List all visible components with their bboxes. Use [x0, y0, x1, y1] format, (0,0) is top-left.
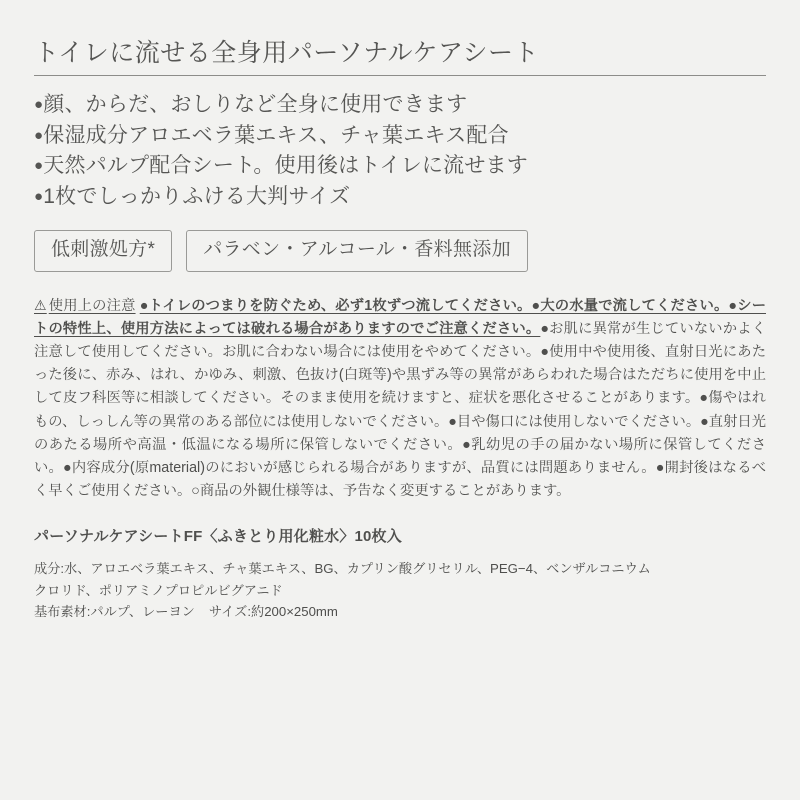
list-item — [34, 182, 766, 212]
feature-text: 顔、からだ、おしりなど全身に使用できます — [43, 93, 468, 117]
list-item — [34, 90, 766, 120]
ingredients-line-2: クロリド、ポリアミノプロピルビグアニド — [34, 582, 283, 598]
list-item — [34, 121, 766, 151]
product-name: パーソナルケアシートFF〈ふきとり用化粧水〉10枚入 — [34, 528, 402, 546]
material-size-line — [34, 601, 766, 622]
status-badge-free-from: パラベン・アルコール・香料無添加 — [186, 230, 528, 272]
spec-list — [34, 558, 766, 622]
caution-body: ●お肌に異常が生じていないかよく注意して使用してください。お肌に合わない場合には使用をやめてください。●使用中や使用後、直射日光にあたった後に、赤み、はれ、かゆみ、刺激、色抜け(白斑等)や黒ずみ等の異常があらわれた場合はただちに使用を中止して皮フ科医等に相談してください。そのまま使用を続けますと、症状を悪化させることがあります。●傷やはれもの、しっしん等の異常のある部位には使用しないでください。●目や傷口には使用しないでください。●直射日光のあたる場所や高温・低温になる場所に保管しないでください。●乳幼児の手の届かない場所に保管してください。●内容成分(原material)のにおいが感じられる場合がありますが、品質には問題ありません。●開封後はなるべく早くご使用ください。○商品の外観仕様等は、予告なく変更することがあります。 — [34, 320, 767, 500]
warning-triangle-icon: ⚠ — [34, 296, 47, 313]
bullet-dot-icon: ● — [34, 96, 44, 114]
caution-heading — [34, 298, 136, 314]
bullet-dot-icon: ● — [34, 157, 44, 175]
bullet-dot-icon: ● — [34, 187, 44, 205]
size-text: サイズ:約200×250mm — [208, 603, 338, 619]
feature-text: 天然パルプ配合シート。使用後はトイレに流せます — [43, 154, 528, 178]
caution-section — [34, 294, 766, 503]
badge-row — [34, 230, 766, 272]
list-item — [34, 151, 766, 181]
page-title: トイレに流せる全身用パーソナルケアシート — [34, 38, 766, 76]
status-badge-low-irritation: 低刺激処方* — [34, 230, 172, 272]
feature-list — [34, 90, 766, 212]
ingredients-line-1: 成分:水、アロエベラ葉エキス、チャ葉エキス、BG、カプリン酸グリセリル、PEG−4、ベンザルコニウム — [34, 561, 651, 577]
material-text: 基布素材:パルプ、レーヨン — [34, 603, 195, 619]
caution-emphasized: ●トイレのつまりを防ぐため、必ず1枚ずつ流してください。●大の水量で流してください。●シートの特性上、使用方法によっては破れる場合がありますのでご注意ください。 — [34, 297, 766, 337]
feature-text: 1枚でしっかりふける大判サイズ — [43, 184, 351, 208]
bullet-dot-icon: ● — [34, 126, 44, 144]
caution-heading-text: 使用上の注意 — [48, 297, 136, 314]
feature-text: 保湿成分アロエベラ葉エキス、チャ葉エキス配合 — [43, 123, 509, 147]
